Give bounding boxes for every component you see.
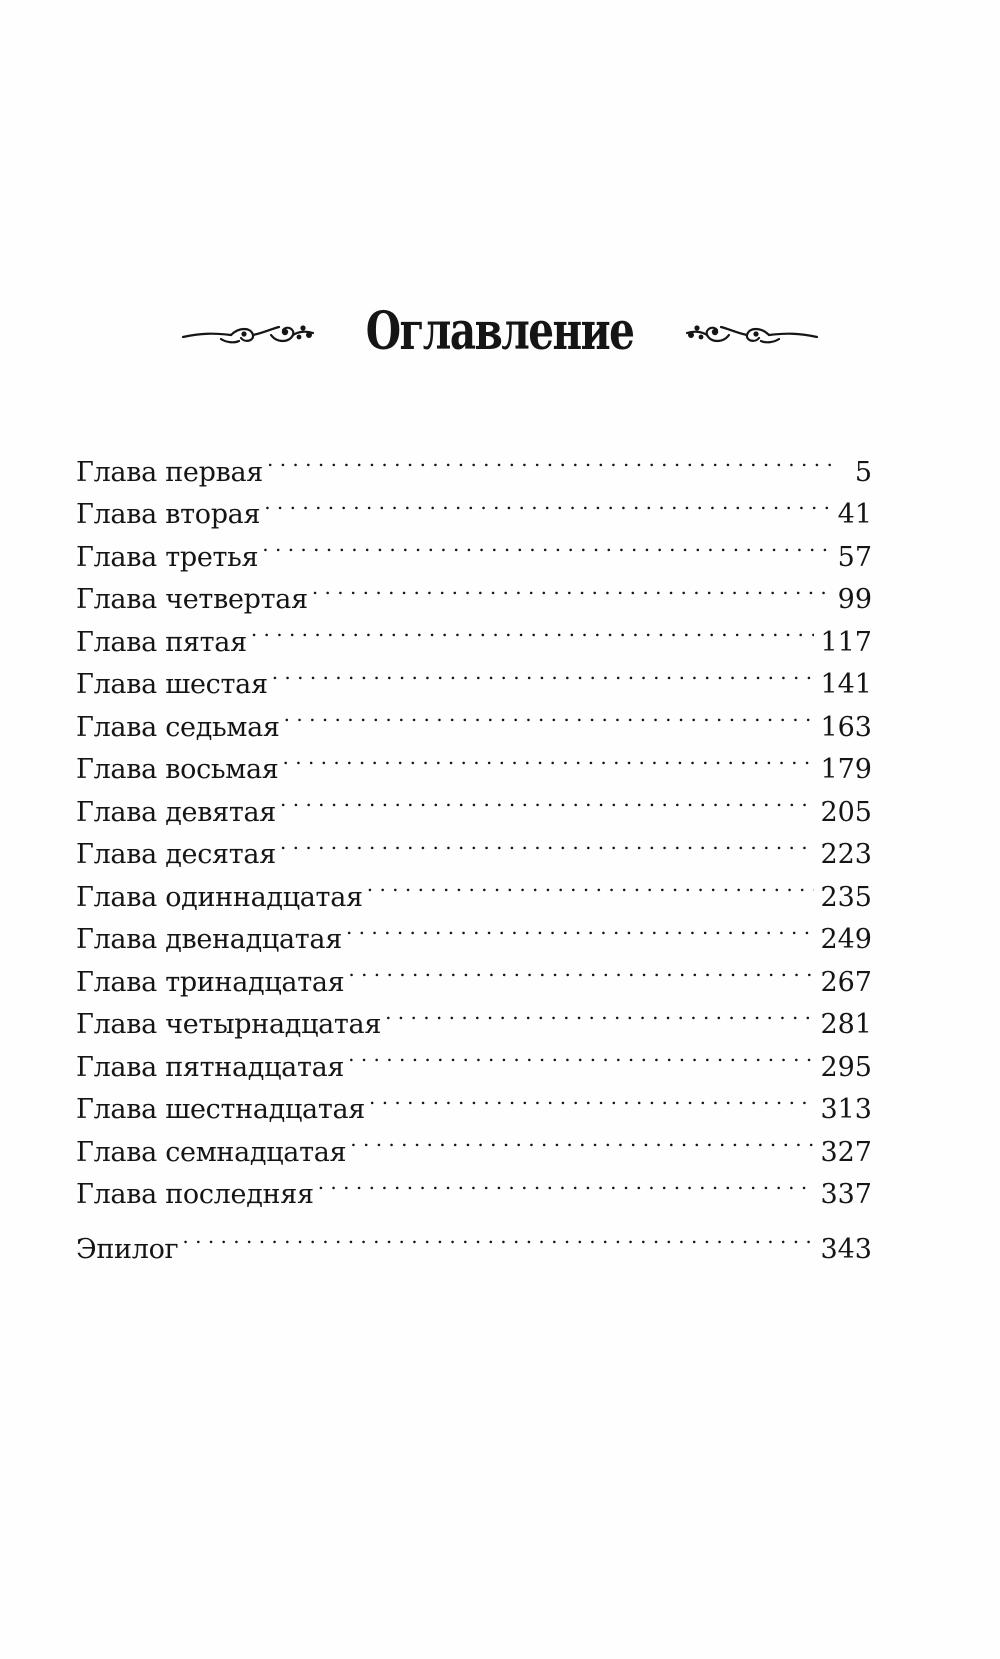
toc-entry-page: 281 bbox=[820, 1009, 872, 1040]
toc-entry-label: Глава семнадцатая bbox=[76, 1136, 347, 1168]
dot-leader bbox=[367, 863, 815, 906]
toc-entry-page: 343 bbox=[820, 1233, 872, 1265]
toc-entry-page: 235 bbox=[820, 881, 872, 913]
toc-entry-label: Глава четырнадцатая bbox=[76, 1009, 382, 1040]
dot-leader bbox=[262, 523, 831, 566]
toc-entry-label: Глава тринадцатая bbox=[76, 966, 345, 998]
toc-entry-page: 337 bbox=[820, 1179, 872, 1210]
dot-leader bbox=[369, 1076, 814, 1119]
toc-entry-page: 163 bbox=[820, 711, 872, 743]
toc-entry-label: Глава десятая bbox=[76, 839, 276, 870]
toc-entry-page: 41 bbox=[837, 499, 872, 530]
dot-leader bbox=[312, 566, 832, 609]
toc-entry-page: 141 bbox=[820, 669, 872, 700]
dot-leader bbox=[284, 693, 815, 736]
toc-entry-label: Глава четвертая bbox=[76, 584, 308, 615]
toc-entry-page: 179 bbox=[820, 754, 872, 785]
dot-leader bbox=[346, 906, 814, 949]
ornament-flourish-icon bbox=[181, 315, 316, 349]
toc-entry-page: 57 bbox=[837, 541, 872, 573]
toc-entry-label: Глава последняя bbox=[76, 1179, 314, 1210]
toc-entry-label: Глава седьмая bbox=[76, 711, 280, 743]
toc-entry-page: 5 bbox=[854, 456, 872, 488]
toc-entry-label: Глава восьмая bbox=[76, 754, 279, 785]
dot-leader bbox=[318, 1161, 815, 1204]
dot-leader bbox=[280, 821, 815, 864]
dot-leader bbox=[348, 1033, 814, 1076]
dot-leader bbox=[182, 1215, 814, 1258]
toc-entry-page: 313 bbox=[820, 1094, 872, 1125]
dot-leader bbox=[267, 438, 836, 481]
toc-entry-page: 223 bbox=[820, 839, 872, 870]
toc-entry-label: Эпилог bbox=[76, 1233, 179, 1265]
toc-entry-page: 295 bbox=[820, 1051, 872, 1083]
toc-entry-page: 117 bbox=[820, 626, 872, 658]
dot-leader bbox=[251, 608, 815, 651]
toc-heading bbox=[0, 292, 1000, 372]
toc-entry-label: Глава первая bbox=[76, 456, 263, 488]
toc-entry-label: Глава двенадцатая bbox=[76, 924, 342, 955]
toc-entry-page: 267 bbox=[820, 966, 872, 998]
dot-leader bbox=[385, 991, 814, 1034]
toc-entry-label: Глава третья bbox=[76, 541, 259, 573]
dot-leader bbox=[350, 1118, 814, 1161]
toc-entry-page: 205 bbox=[820, 796, 872, 828]
toc-entry-label: Глава пятая bbox=[76, 626, 247, 658]
toc-entry-page: 249 bbox=[820, 924, 872, 955]
dot-leader bbox=[283, 736, 815, 779]
toc-entry-label: Глава пятнадцатая bbox=[76, 1051, 345, 1083]
toc-entry-page: 327 bbox=[820, 1136, 872, 1168]
page-title: Оглавление bbox=[366, 301, 634, 362]
toc-entry-epilog bbox=[76, 1215, 872, 1265]
toc-entry-label: Глава шестая bbox=[76, 669, 268, 700]
dot-leader bbox=[280, 778, 814, 821]
toc-entry-label: Глава вторая bbox=[76, 499, 261, 530]
toc-entry-label: Глава одиннадцатая bbox=[76, 881, 363, 913]
dot-leader bbox=[272, 651, 815, 694]
toc-entry-label: Глава девятая bbox=[76, 796, 277, 828]
ornament-flourish-icon bbox=[684, 315, 819, 349]
dot-leader bbox=[348, 948, 814, 991]
toc-entry-page: 99 bbox=[837, 584, 872, 615]
dot-leader bbox=[264, 481, 831, 524]
toc-entry-label: Глава шестнадцатая bbox=[76, 1094, 365, 1125]
table-of-contents bbox=[76, 438, 872, 1265]
toc-entry-chapter-1 bbox=[76, 438, 872, 488]
